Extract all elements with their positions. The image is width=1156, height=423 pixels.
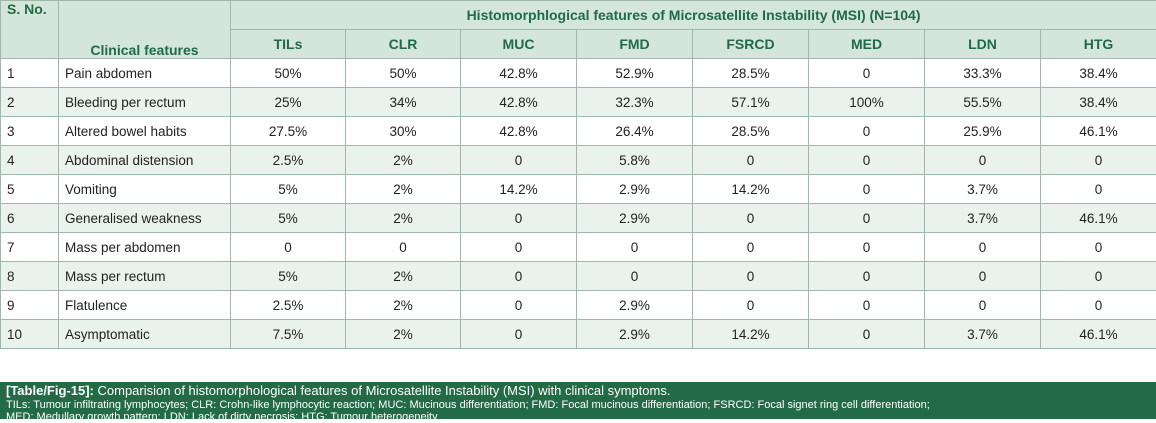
value-cell-htg: 46.1%	[1041, 320, 1156, 349]
value-cell-clr: 2%	[346, 262, 461, 291]
value-cell-tils: 5%	[231, 204, 346, 233]
value-cell-tils: 2.5%	[231, 291, 346, 320]
value-cell-clr: 30%	[346, 117, 461, 146]
table-row	[1, 262, 1156, 291]
table-row	[1, 88, 1156, 117]
clinical-feature: Mass per abdomen	[59, 233, 231, 262]
value-cell-fmd: 2.9%	[577, 291, 693, 320]
value-cell-muc: 14.2%	[461, 175, 577, 204]
value-cell-med: 0	[809, 59, 925, 88]
value-cell-ldn: 33.3%	[925, 59, 1041, 88]
value-cell-clr: 34%	[346, 88, 461, 117]
value-cell-htg: 0	[1041, 262, 1156, 291]
row-number: 5	[1, 175, 59, 204]
value-cell-fsrcd: 0	[693, 233, 809, 262]
value-cell-htg: 0	[1041, 146, 1156, 175]
caption-title-line	[6, 383, 1150, 399]
row-number: 7	[1, 233, 59, 262]
row-number: 4	[1, 146, 59, 175]
table-row	[1, 59, 1156, 88]
row-number: 3	[1, 117, 59, 146]
clinical-feature: Asymptomatic	[59, 320, 231, 349]
row-number: 10	[1, 320, 59, 349]
value-cell-fmd: 32.3%	[577, 88, 693, 117]
value-cell-fsrcd: 14.2%	[693, 320, 809, 349]
table-caption	[0, 382, 1156, 419]
column-header-clr: CLR	[346, 30, 461, 59]
table-body	[1, 59, 1156, 349]
value-cell-fsrcd: 0	[693, 291, 809, 320]
column-header-htg: HTG	[1041, 30, 1156, 59]
value-cell-ldn: 3.7%	[925, 175, 1041, 204]
clinical-feature: Generalised weakness	[59, 204, 231, 233]
value-cell-fmd: 2.9%	[577, 204, 693, 233]
table-header	[1, 1, 1156, 59]
value-cell-med: 0	[809, 117, 925, 146]
value-cell-htg: 0	[1041, 175, 1156, 204]
value-cell-clr: 2%	[346, 291, 461, 320]
value-cell-tils: 50%	[231, 59, 346, 88]
column-header-med: MED	[809, 30, 925, 59]
value-cell-fmd: 26.4%	[577, 117, 693, 146]
caption-abbreviations-1: TILs: Tumour infiltrating lymphocytes; CLR: Crohn-like lymphocytic reaction; MUC: Mucinous differentiation; FMD: Focal mucinous differentiation; FSRCD: Focal signet ring cell differentiation;	[6, 399, 1150, 411]
value-cell-muc: 0	[461, 204, 577, 233]
value-cell-fsrcd: 14.2%	[693, 175, 809, 204]
value-cell-med: 0	[809, 320, 925, 349]
value-cell-htg: 0	[1041, 291, 1156, 320]
caption-title: Comparision of histomorphological features of Microsatellite Instability (MSI) with clinical symptoms.	[98, 383, 671, 398]
value-cell-ldn: 25.9%	[925, 117, 1041, 146]
value-cell-tils: 0	[231, 233, 346, 262]
row-number: 6	[1, 204, 59, 233]
value-cell-muc: 42.8%	[461, 117, 577, 146]
value-cell-tils: 2.5%	[231, 146, 346, 175]
value-cell-med: 100%	[809, 88, 925, 117]
clinical-feature: Abdominal distension	[59, 146, 231, 175]
value-cell-clr: 2%	[346, 320, 461, 349]
value-cell-fsrcd: 28.5%	[693, 59, 809, 88]
value-cell-clr: 2%	[346, 175, 461, 204]
value-cell-ldn: 0	[925, 233, 1041, 262]
value-cell-fsrcd: 0	[693, 204, 809, 233]
value-cell-htg: 46.1%	[1041, 117, 1156, 146]
value-cell-muc: 0	[461, 291, 577, 320]
table-row	[1, 146, 1156, 175]
value-cell-muc: 0	[461, 262, 577, 291]
value-cell-htg: 0	[1041, 233, 1156, 262]
clinical-features-header: Clinical features	[59, 1, 231, 59]
value-cell-fmd: 0	[577, 233, 693, 262]
value-cell-ldn: 0	[925, 291, 1041, 320]
column-header-fsrcd: FSRCD	[693, 30, 809, 59]
clinical-feature: Mass per rectum	[59, 262, 231, 291]
value-cell-tils: 25%	[231, 88, 346, 117]
value-cell-clr: 2%	[346, 204, 461, 233]
clinical-feature: Bleeding per rectum	[59, 88, 231, 117]
table-row	[1, 291, 1156, 320]
value-cell-med: 0	[809, 204, 925, 233]
value-cell-muc: 42.8%	[461, 88, 577, 117]
value-cell-ldn: 0	[925, 262, 1041, 291]
column-header-fmd: FMD	[577, 30, 693, 59]
row-number: 2	[1, 88, 59, 117]
table-row	[1, 233, 1156, 262]
sno-header: S. No.	[1, 1, 59, 59]
value-cell-ldn: 3.7%	[925, 320, 1041, 349]
value-cell-tils: 5%	[231, 175, 346, 204]
table-row	[1, 204, 1156, 233]
value-cell-htg: 38.4%	[1041, 59, 1156, 88]
value-cell-fsrcd: 57.1%	[693, 88, 809, 117]
row-number: 9	[1, 291, 59, 320]
value-cell-fsrcd: 28.5%	[693, 117, 809, 146]
clinical-feature: Altered bowel habits	[59, 117, 231, 146]
row-number: 1	[1, 59, 59, 88]
value-cell-fmd: 52.9%	[577, 59, 693, 88]
value-cell-fmd: 0	[577, 262, 693, 291]
column-header-muc: MUC	[461, 30, 577, 59]
value-cell-fmd: 2.9%	[577, 175, 693, 204]
column-header-tils: TILs	[231, 30, 346, 59]
value-cell-tils: 7.5%	[231, 320, 346, 349]
caption-abbreviations-2: MED: Medullary growth pattern; LDN: Lack of dirty necrosis; HTG: Tumour heterogeneity	[6, 411, 1150, 423]
value-cell-clr: 50%	[346, 59, 461, 88]
value-cell-fsrcd: 0	[693, 262, 809, 291]
value-cell-ldn: 3.7%	[925, 204, 1041, 233]
value-cell-muc: 42.8%	[461, 59, 577, 88]
value-cell-htg: 38.4%	[1041, 88, 1156, 117]
clinical-feature: Pain abdomen	[59, 59, 231, 88]
value-cell-med: 0	[809, 175, 925, 204]
value-cell-med: 0	[809, 233, 925, 262]
value-cell-med: 0	[809, 291, 925, 320]
row-number: 8	[1, 262, 59, 291]
value-cell-fmd: 2.9%	[577, 320, 693, 349]
value-cell-ldn: 0	[925, 146, 1041, 175]
value-cell-med: 0	[809, 262, 925, 291]
column-header-ldn: LDN	[925, 30, 1041, 59]
value-cell-muc: 0	[461, 320, 577, 349]
value-cell-fsrcd: 0	[693, 146, 809, 175]
value-cell-muc: 0	[461, 146, 577, 175]
value-cell-tils: 5%	[231, 262, 346, 291]
value-cell-tils: 27.5%	[231, 117, 346, 146]
value-cell-htg: 46.1%	[1041, 204, 1156, 233]
clinical-feature: Vomiting	[59, 175, 231, 204]
table-row	[1, 320, 1156, 349]
caption-label: [Table/Fig-15]:	[6, 383, 94, 398]
value-cell-muc: 0	[461, 233, 577, 262]
table-row	[1, 117, 1156, 146]
value-cell-clr: 0	[346, 233, 461, 262]
value-cell-med: 0	[809, 146, 925, 175]
clinical-feature: Flatulence	[59, 291, 231, 320]
value-cell-clr: 2%	[346, 146, 461, 175]
table-row	[1, 175, 1156, 204]
msi-group-header: Histomorphlogical features of Microsatellite Instability (MSI) (N=104)	[231, 1, 1156, 30]
value-cell-fmd: 5.8%	[577, 146, 693, 175]
value-cell-ldn: 55.5%	[925, 88, 1041, 117]
